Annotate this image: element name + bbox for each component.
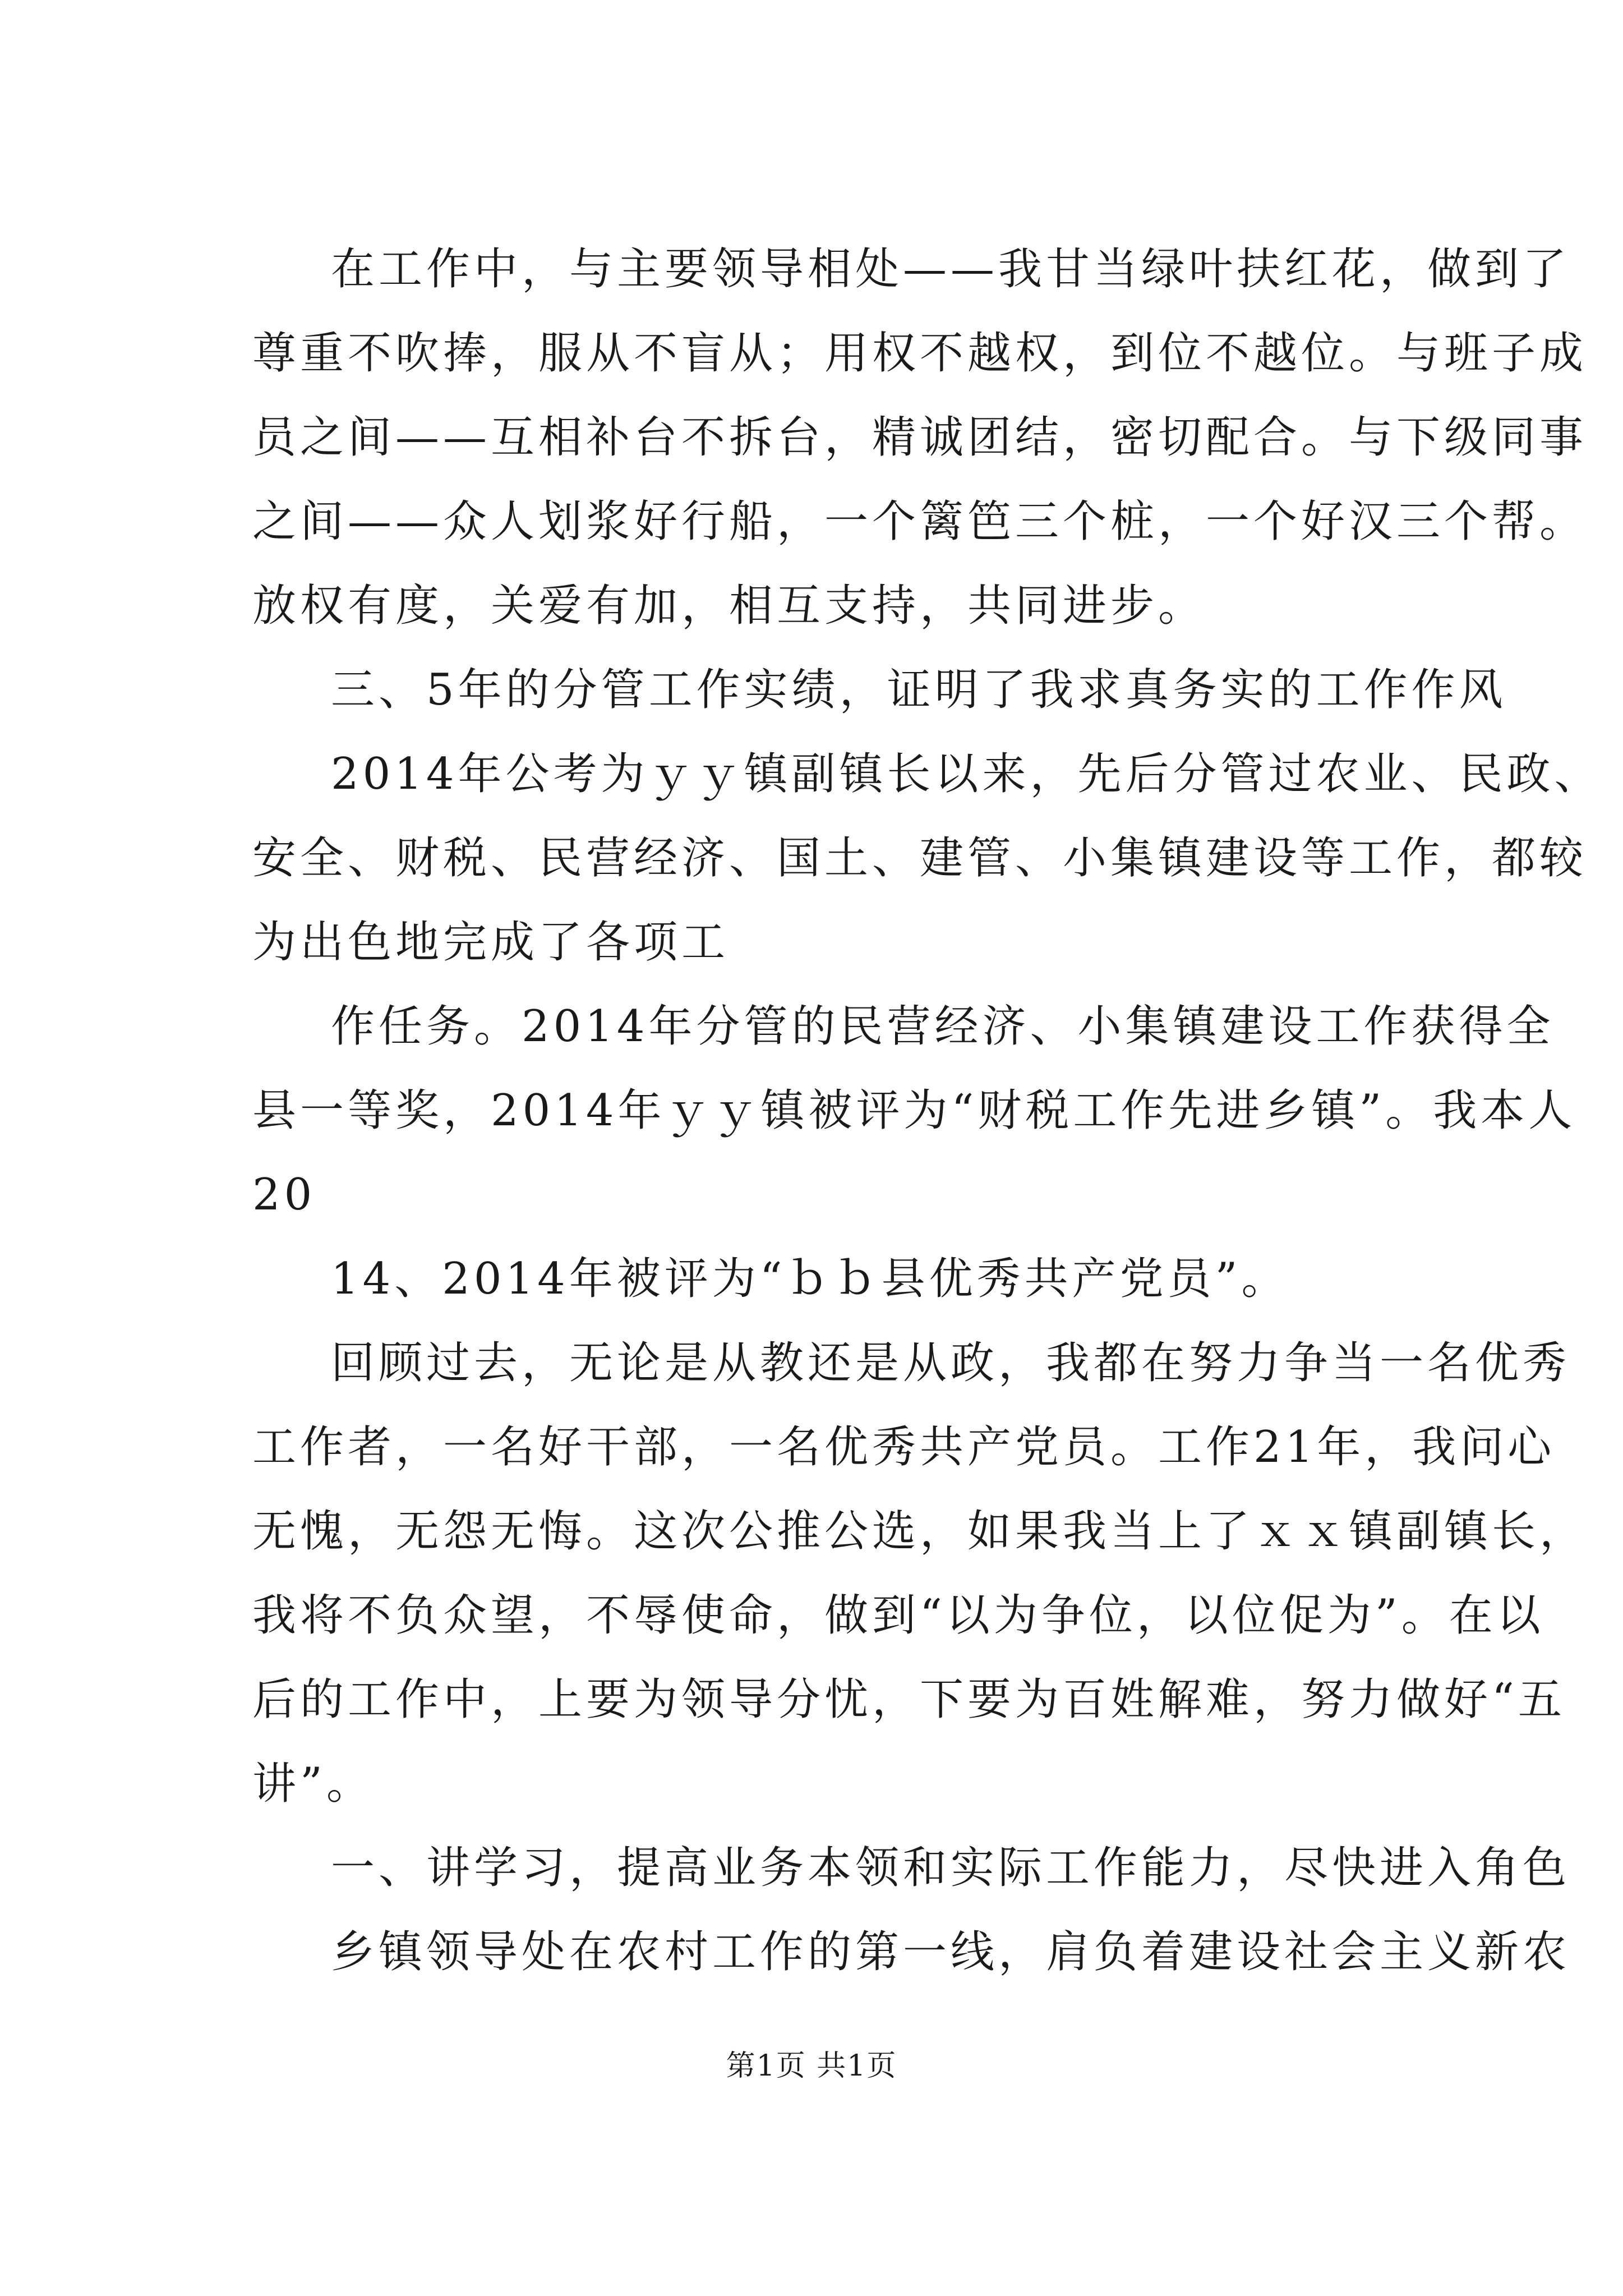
text-line: 20	[252, 1170, 316, 1220]
text-line: 在工作中，与主要领导相处——我甘当绿叶扶红花，做到了	[331, 244, 1571, 295]
text-line: 工作者，一名好干部，一名优秀共产党员。工作21年，我问心	[252, 1422, 1556, 1473]
text-line: 放权有度，关爱有加，相互支持，共同进步。	[252, 581, 1206, 631]
text-line: 无愧，无怨无悔。这次公推公选，如果我当上了ｘｘ镇副镇长，	[252, 1506, 1588, 1557]
text-line: 讲”。	[252, 1759, 374, 1809]
section-heading: 一、讲学习，提高业务本领和实际工作能力，尽快进入角色	[331, 1843, 1571, 1893]
section-heading: 三、5年的分管工作实绩，证明了我求真务实的工作作风	[331, 665, 1507, 715]
text-line: 之间——众人划浆好行船，一个篱笆三个桩，一个好汉三个帮。	[252, 496, 1588, 547]
text-line: 回顾过去，无论是从教还是从政，我都在努力争当一名优秀	[331, 1338, 1571, 1388]
text-line: 尊重不吹捧，服从不盲从；用权不越权，到位不越位。与班子成	[252, 328, 1588, 379]
text-line: 作任务。2014年分管的民营经济、小集镇建设工作获得全	[331, 1001, 1555, 1052]
text-line: 14、2014年被评为“ｂｂ县优秀共产党员”。	[331, 1254, 1289, 1304]
text-line: 乡镇领导处在农村工作的第一线，肩负着建设社会主义新农	[331, 1927, 1571, 1977]
text-line: 2014年公考为ｙｙ镇副镇长以来，先后分管过农业、民政、	[331, 749, 1602, 799]
text-line: 我将不负众望，不辱使命，做到“以为争位，以位促为”。在以	[252, 1590, 1544, 1641]
text-line: 安全、财税、民营经济、国土、建管、小集镇建设等工作，都较	[252, 833, 1588, 884]
page-footer: 第1页 共1页	[726, 2049, 897, 2083]
text-line: 后的工作中，上要为领导分忧，下要为百姓解难，努力做好“五	[252, 1674, 1566, 1725]
text-line: 为出色地完成了各项工	[252, 917, 730, 968]
text-line: 员之间——互相补台不拆台，精诚团结，密切配合。与下级同事	[252, 412, 1588, 463]
text-line: 县一等奖，2014年ｙｙ镇被评为“财税工作先进乡镇”。我本人	[252, 1085, 1576, 1136]
